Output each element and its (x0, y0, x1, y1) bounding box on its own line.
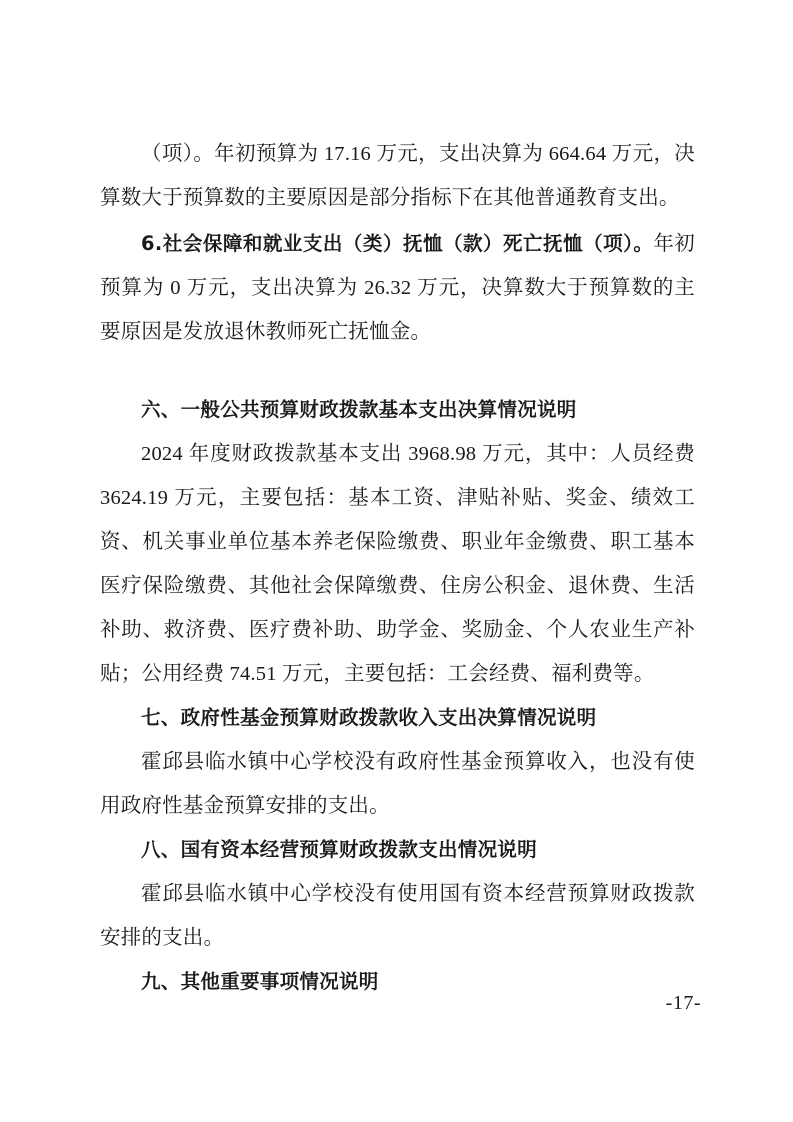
heading-section-8: 八、国有资本经营预算财政拨款支出情况说明 (141, 838, 538, 861)
heading-section-9: 九、其他重要事项情况说明 (141, 970, 379, 993)
item-6-lead: 6.社会保障和就业支出（类）抚恤（款）死亡抚恤（项）。 (141, 232, 654, 255)
item-6-body: 年初预算为 0 万元，支出决算为 26.32 万元，决算数大于预算数的主要原因是发放退休教师死亡抚恤金。 (100, 233, 696, 343)
heading-section-6: 六、一般公共预算财政拨款基本支出决算情况说明 (141, 398, 577, 421)
paragraph-section-7: 霍邱县临水镇中心学校没有政府性基金预算收入，也没有使用政府性基金预算安排的支出。 (100, 751, 695, 817)
paragraph-item-6 (100, 222, 695, 354)
heading-section-7: 七、政府性基金预算财政拨款收入支出决算情况说明 (141, 706, 597, 729)
page-content (100, 132, 695, 1004)
paragraph-section-6: 2024 年度财政拨款基本支出 3968.98 万元，其中：人员经费 3624.19 万元，主要包括：基本工资、津贴补贴、奖金、绩效工资、机关事业单位基本养老保险缴费、职业年金缴费、职工基本医疗保险缴费、其他社会保障缴费、住房公积金、退休费、生活补助、救济费、医疗费补助、助学金、奖励金、个人农业生产补贴；公用经费 74.51 万元，主要包括：工会经费、福利费等。 (100, 443, 695, 685)
paragraph-continued: （项）。年初预算为 17.16 万元，支出决算为 664.64 万元，决算数大于预算数的主要原因是部分指标下在其他普通教育支出。 (100, 143, 695, 209)
paragraph-section-8: 霍邱县临水镇中心学校没有使用国有资本经营预算财政拨款安排的支出。 (100, 883, 695, 949)
page-number: -17- (665, 992, 701, 1014)
